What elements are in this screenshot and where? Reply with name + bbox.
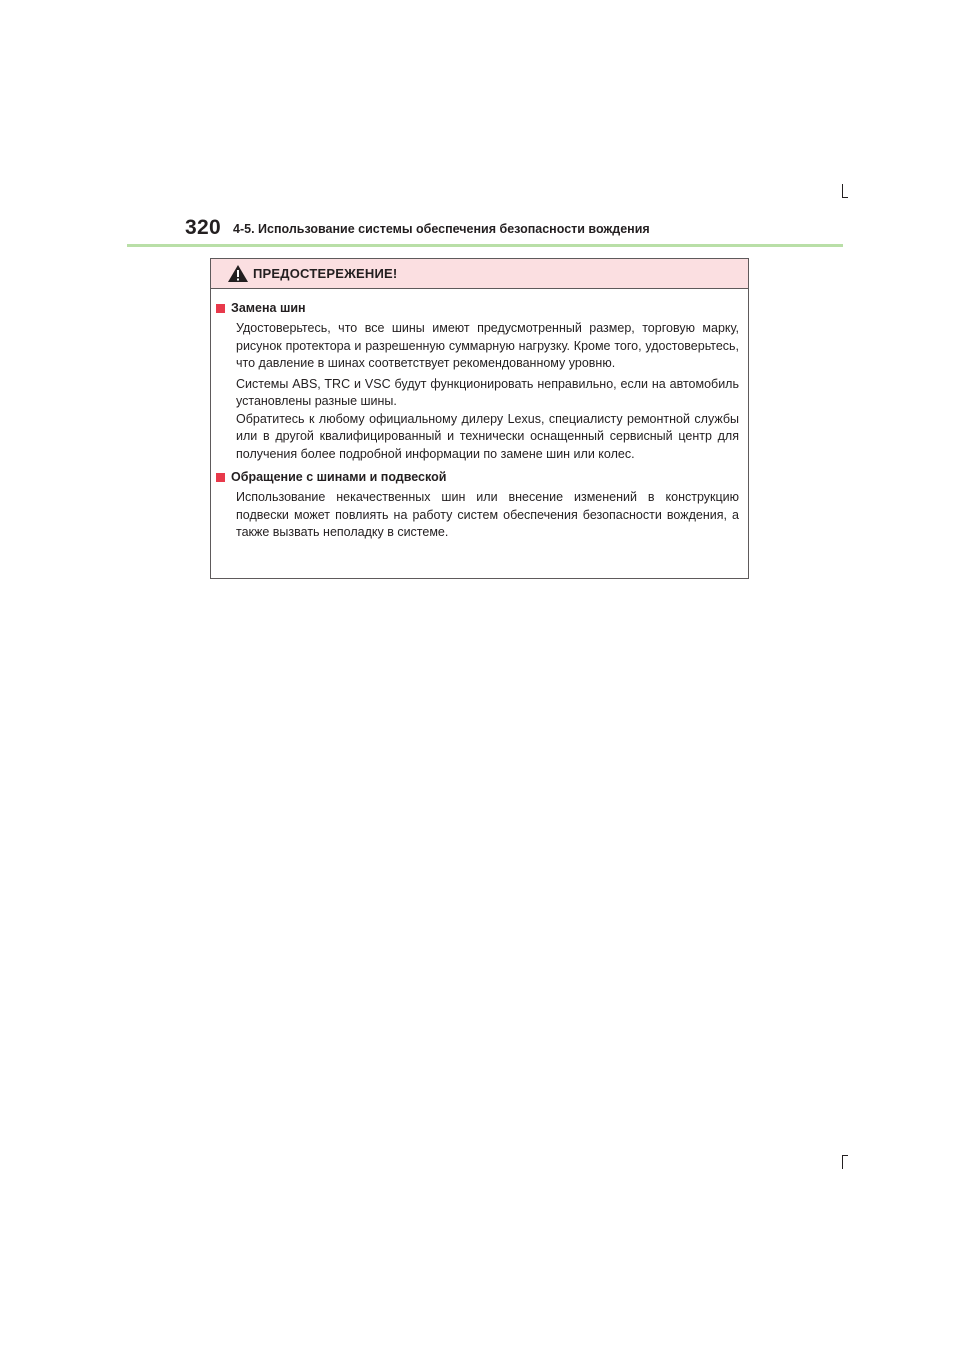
square-bullet-icon xyxy=(216,304,225,313)
square-bullet-icon xyxy=(216,473,225,482)
warning-item-tires-suspension xyxy=(216,469,739,542)
warning-triangle-icon xyxy=(227,264,249,283)
crop-mark-bottom-horizontal xyxy=(842,1155,848,1156)
warning-title: ПРЕДОСТЕРЕЖЕНИЕ! xyxy=(253,266,398,281)
warning-header xyxy=(211,259,748,289)
item-heading-text: Обращение с шинами и подвеской xyxy=(231,470,447,484)
page-number: 320 xyxy=(185,216,221,239)
header-divider xyxy=(127,244,843,247)
item-heading xyxy=(216,300,739,316)
paragraph: Системы ABS, TRC и VSC будут функционировать неправильно, если на автомобиль установлены разные шины. xyxy=(236,376,739,408)
crop-mark-bottom xyxy=(842,1155,843,1169)
paragraph: Обратитесь к любому официальному дилеру Lexus, специалисту ремонтной службы или в другой квалифицированный и технически оснащенный сервисный центр для получения более подробной информации по замене шин или колес. xyxy=(236,411,739,461)
warning-box xyxy=(210,258,749,579)
item-heading-text: Замена шин xyxy=(231,301,306,315)
warning-item-tire-replacement xyxy=(216,300,739,463)
crop-mark-top xyxy=(842,184,843,198)
paragraph: Использование некачественных шин или внесение изменений в конструкцию подвески может повлиять на работу систем обеспечения безопасности вождения, а также вызвать неполадку в системе. xyxy=(236,490,739,539)
section-title: 4-5. Использование системы обеспечения безопасности вождения xyxy=(233,222,650,236)
crop-mark-top-horizontal xyxy=(842,197,848,198)
warning-body xyxy=(211,289,748,542)
item-heading xyxy=(216,469,739,485)
paragraph: Удостоверьтесь, что все шины имеют предусмотренный размер, торговую марку, рисунок протектора и разрешенную суммарную нагрузку. Кроме того, удостоверьтесь, что давление в шинах соответствует рекомендованному уровню. xyxy=(236,321,739,370)
